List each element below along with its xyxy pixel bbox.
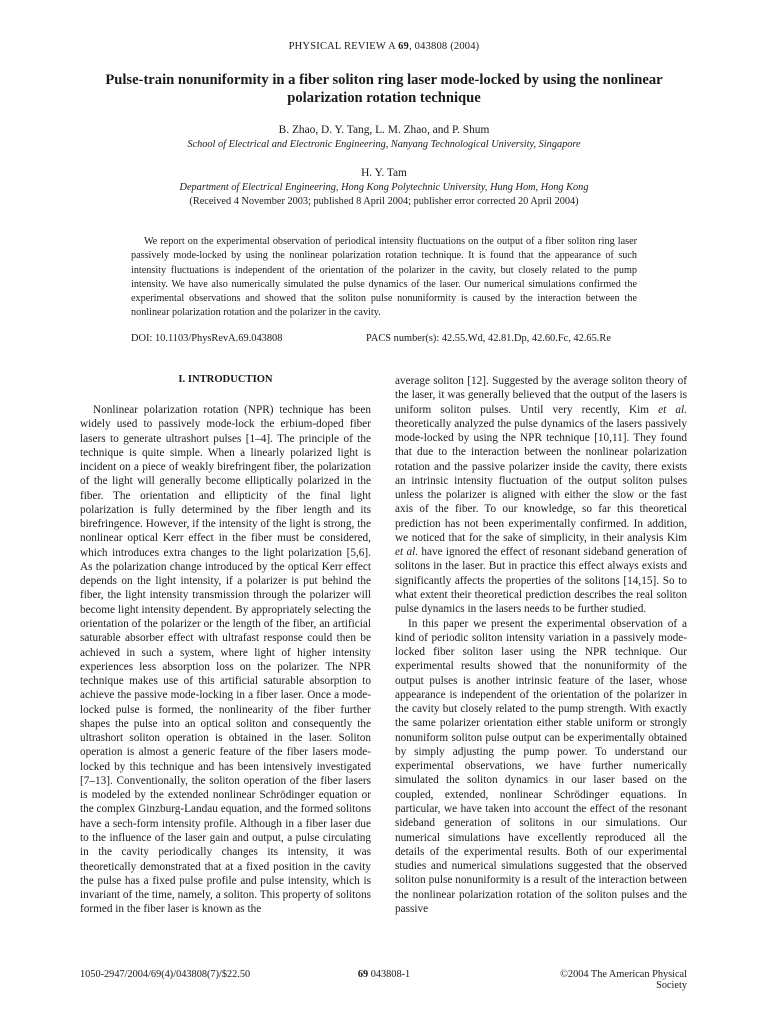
footer-page: 043808-1 xyxy=(368,969,411,980)
body-text-italic: et al. xyxy=(658,403,687,416)
journal-name: PHYSICAL REVIEW A xyxy=(288,41,396,52)
author-list-primary: B. Zhao, D. Y. Tang, L. M. Zhao, and P. Shum xyxy=(278,124,490,136)
footer-copyright: ©2004 The American Physical Society xyxy=(560,969,687,991)
affiliation-secondary: Department of Electrical Engineering, Hong Kong Polytechnic University, Hung Hom, Hong Kong xyxy=(179,182,589,193)
affiliation-primary: School of Electrical and Electronic Engineering, Nanyang Technological University, Singapore xyxy=(187,139,581,150)
body-text: average soliton [12]. Suggested by the average soliton theory of the laser, it was generally believed that the output of the lasers is uniform soliton pulses. Until very recently, Kim xyxy=(395,375,687,416)
journal-article-info: , 043808 (2004) xyxy=(409,41,480,52)
received-dates: (Received 4 November 2003; published 8 April 2004; publisher error corrected 20 April 2004) xyxy=(189,196,579,207)
paper-title: Pulse-train nonuniformity in a fiber soliton ring laser mode-locked by using the nonlinear polarization rotation technique xyxy=(105,72,663,106)
body-text: theoretically analyzed the pulse dynamics of the lasers passively mode-locked by using the NPR technique [10,11]. They found that due to the interaction between the nonlinear polarization rotation and the passive polarizer inside the cavity, there exists an intrinsic intensity fluctuation of the output soliton pulses unless the polarizer is aligned with either the slow or the fast axis of the fiber. To our knowledge, so far this theoretical prediction has not been experimentally confirmed. In addition, we noticed that for the sake of simplicity, in their analysis Kim xyxy=(395,417,687,544)
body-paragraph xyxy=(395,374,687,617)
author-secondary: H. Y. Tam xyxy=(361,167,407,179)
body-text: have ignored the effect of resonant sideband generation of solitons in the laser. But in practice this effect always exists and significantly affects the properties of the solitons [14,15]. So to what extent their theoretical prediction describes the real soliton pulse dynamics in the lasers needs to be further studied. xyxy=(395,546,688,616)
body-text-italic: et al. xyxy=(395,546,419,559)
journal-volume: 69 xyxy=(398,41,410,52)
pacs-numbers: PACS number(s): 42.55.Wd, 42.81.Dp, 42.60.Fc, 42.65.Re xyxy=(366,333,611,344)
section-heading: I. INTRODUCTION xyxy=(178,374,273,385)
footer-identifier: 1050-2947/2004/69(4)/043808(7)/$22.50 xyxy=(80,969,251,980)
footer-volume: 69 xyxy=(357,969,369,980)
body-column-left: Nonlinear polarization rotation (NPR) technique has been widely used to passively mode-lock the erbium-doped fiber lasers to generate ultrashort pulses [1–4]. The principle of the technique is quite simple. When a linearly polarized light is incident on a piece of weakly birefringent fiber, the polarization of the light will generally become elliptically polarized in the fiber. The orientation and ellipticity of the final light polarization is fully determined by the fiber length and its birefringence. However, if the intensity of the light is strong, the nonlinear optical Kerr effect in the fiber must be considered, which introduces extra changes to the light polarization [5,6]. As the polarization change introduced by the optical Kerr effect depends on the light intensity, if a polarizer is put behind the fiber, the light intensity transmission through the polarizer will become light intensity dependent. By appropriately selecting the orientation of the polarizer or the length of the fiber, an artificial saturable absorber effect with ultrafast response could then be achieved in such a system, where light of higher intensity experiences less absorption loss on the polarizer. The NPR technique makes use of this artificial saturable absorption to achieve the passive mode-locking in a fiber laser. Once a mode-locked pulse is formed, the nonlinearity of the fiber further shapes the pulse into an optical soliton and consequently the ultrashort soliton operation is obtained in the laser. Soliton operation is almost a generic feature of the fiber lasers mode-locked by this technique and has been intensively investigated [7–13]. Conventionally, the soliton operation of the fiber lasers is modeled by the extended nonlinear Schrödinger equation or the complex Ginzburg-Landau equation, and the formed solitons have a sech-form intensity profile. Although in a fiber laser due to the influence of the laser gain and output, a pulse circulating in the cavity periodically changes its intensity, it was theoretically demonstrated that at a fixed position in the cavity the pulse has a fixed pulse profile and pulse intensity, which is invariant of the time, namely, a soliton. This property of solitons formed in the fiber laser is known as the xyxy=(80,404,371,916)
body-column-right xyxy=(395,374,687,916)
abstract: We report on the experimental observation of periodical intensity fluctuations on the output of a fiber soliton ring laser passively mode-locked by using the nonlinear polarization rotation technique. It is found that the appearance of such intensity fluctuations is independent of the orientation of the polarizer in the cavity, but closely related to the pump intensity. We have also numerically simulated the pulse dynamics of the laser. Our numerical simulations confirmed the experimental observations and showed that the soliton pulse nonuniformity is caused by the interaction between the nonlinear polarization rotation and the polarizer in the cavity. xyxy=(131,236,637,319)
body-paragraph: In this paper we present the experimental observation of a kind of periodic soliton intensity variation in a passively mode-locked fiber soliton laser using the NPR technique. Our experimental results showed that the nonuniformity of the output pulses is another intrinsic feature of the laser, whose appearance is independent of the orientation of the polarizer in the cavity but closely related to the pump strength. With exactly the same polarizer orientation either stable uniform or strongly nonuniform soliton pulse output can be experimentally obtained by simply adjusting the pump power. To understand our experimental observations, we have further numerically simulated the soliton dynamics in our laser based on the coupled, extended, nonlinear Schrödinger equations. In particular, we have taken into account the effect of the resonant sideband generation of solitons in our simulations. Our numerical simulations have excellently reproduced all the details of the experimental results. Both of our experimental studies and numerical simulations suggested that the observed soliton pulse nonuniformity is a result of the interaction between the nonlinear polarization rotation of the soliton pulses and the passive xyxy=(395,617,687,915)
doi[interactable]: DOI: 10.1103/PhysRevA.69.043808 xyxy=(131,333,283,344)
running-head xyxy=(0,41,768,52)
